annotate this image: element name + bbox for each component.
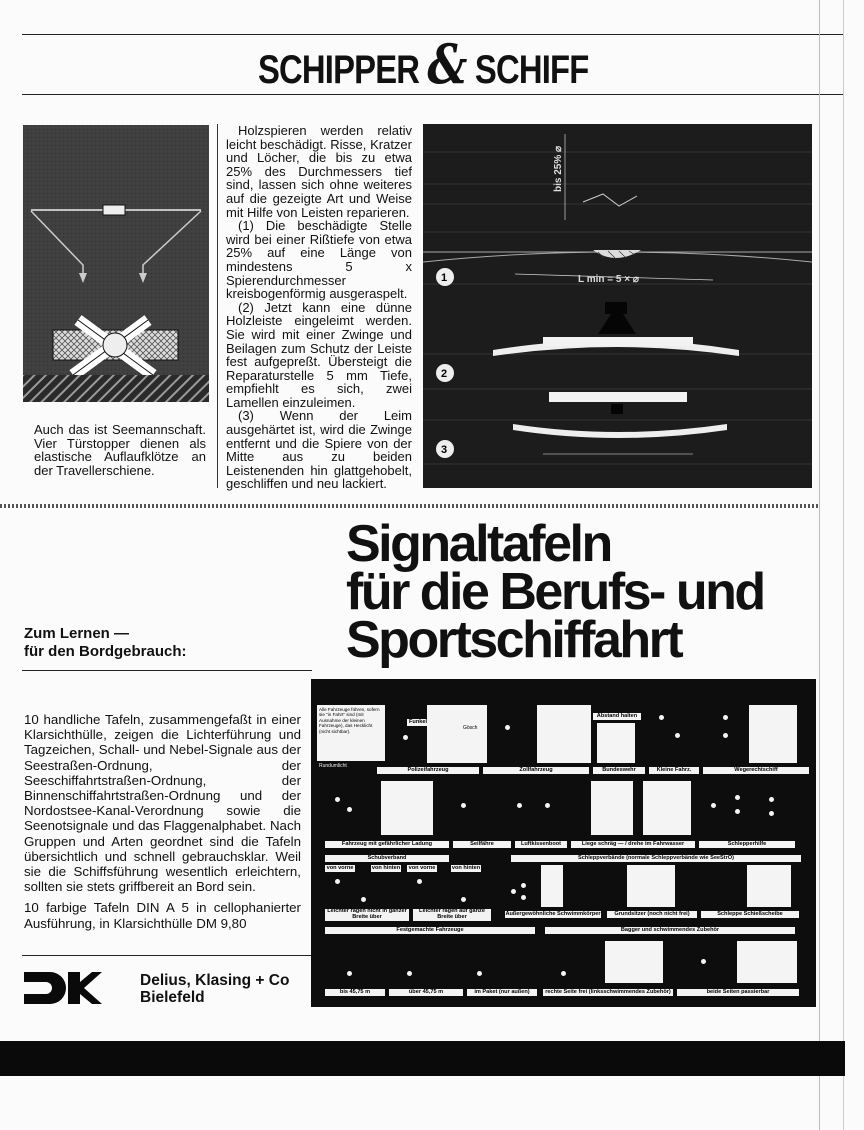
rundumlicht-text: Rundumlicht <box>319 763 347 769</box>
traveller-photo <box>23 125 209 402</box>
light-28 <box>561 971 566 976</box>
masthead <box>258 32 589 96</box>
bagger-header: Bagger und schwimmendes Zubehör <box>545 927 795 934</box>
dir-label-1: von vorne <box>326 865 354 871</box>
tile-target-tow <box>747 865 791 907</box>
row3-label-5: Schleppe Schießscheibe <box>701 911 799 918</box>
row2-label-1: Fahrzeug mit gefährlicher Ladung <box>325 841 449 848</box>
row2-label-4: Liege schräg — / drehe im Fahrwasser <box>571 841 695 848</box>
light-12 <box>607 807 612 812</box>
light-10 <box>517 803 522 808</box>
row3-label-3: Außergewöhnliche Schwimmkörper <box>505 911 601 917</box>
light-7 <box>335 797 340 802</box>
light-8 <box>347 807 352 812</box>
row4-label-5: beide Seiten passierbar <box>677 989 799 996</box>
light-13 <box>711 803 716 808</box>
length-label: L min = 5 × ⌀ <box>578 274 639 285</box>
ad-kicker <box>24 625 187 661</box>
tile-hovercraft <box>591 781 633 835</box>
repair-paragraph-2: (2) Jetzt kann eine dünne Holzleiste eingeleimt werden. Sie wird mit einer Zwinge und Beilagen zum Schutz der Leiste fest aufgepreßt. Übersteigt die Reparaturstelle 5 mm Tiefe, empfiehlt es sich, zwei Lamellen einzuleimen. <box>226 299 412 410</box>
schlepp-header: Schleppverbände (normale Schleppverbände wie SeeStrO) <box>511 855 801 862</box>
row2-label-5: Schlepperhilfe <box>699 841 795 848</box>
funkel-label: Funkel <box>408 719 428 725</box>
headline-line-1: Signaltafeln <box>346 515 611 573</box>
schub-header: Schubverband <box>325 855 449 862</box>
ad-description: 10 handliche Tafeln, zusammengefaßt in einer Klarsichthülle, zeigen die Lichterführung und Tagzeichen, Schall- und Nebel-Signale aus der Seestraßen-Ordnung, der Seeschiffahrtstraßen-Ordnung, der Binnenschiffahrtstraßen-Ordnung und der Nordostsee-Kanal-Verordnung sowie die Seenotsignale und das Flaggenalphabet. Nach Gruppen und Arten geordnet sind die Tafeln übersichtlich und schnell gebrauchsklar. Weil sie die Schiffsführung wesentlich erleichtern, sollten sie stets griffbereit an Bord sein. <box>24 712 301 895</box>
repair-diagram <box>423 124 812 488</box>
light-5 <box>723 715 728 720</box>
body-rule <box>22 955 312 956</box>
tile-navy-ship <box>597 723 635 763</box>
row4-label-2: über 45,75 m <box>389 989 463 996</box>
photo-caption: Auch das ist Seemannschaft. Vier Türstopper dienen als elastische Auflaufklötze an der Travellerschiene. <box>34 422 206 478</box>
tile-customs-ship <box>537 705 591 763</box>
row1-label-1: Polizeifahrzeug <box>377 767 479 774</box>
gosch-text: Gösch <box>463 725 478 731</box>
repair-text <box>226 124 412 491</box>
kicker-line-1: Zum Lernen — <box>24 625 130 642</box>
fest-header: Festgemachte Fahrzeuge <box>325 927 535 934</box>
tile-floating-object <box>541 865 563 907</box>
row4-label-4: rechte Seite frei (linksschwimmendes Zubehör) <box>543 989 673 996</box>
depth-label: bis 25% ⌀ <box>553 145 564 192</box>
tile-dredger-1 <box>605 941 663 983</box>
repair-paragraph-1: (1) Die beschädigte Stelle wird bei einer Rißtiefe von etwa 25% auf eine Länge von mindestens 5 x Spierendurchmesser kreisbogenförmig ausgeraspelt. <box>226 218 412 302</box>
row1-label-4: Kleine Fahrz. <box>649 767 699 774</box>
headline-line-3: Sportschiffahrt <box>346 611 682 669</box>
light-20 <box>417 879 422 884</box>
note-text: Alle Fahrzeuge führen, sofern sie "in Fahrt" sind (mit Ausnahme der kleinen Fahrzeuge), das Hecklicht (nicht sichtbar). <box>319 707 380 734</box>
row1-label-2: Zollfahrzeug <box>483 767 589 774</box>
light-3 <box>659 715 664 720</box>
step-2-label: 2 <box>441 368 448 380</box>
publisher-line-2: Bielefeld <box>140 989 205 1006</box>
tile-grounded <box>627 865 675 907</box>
light-9 <box>461 803 466 808</box>
light-29 <box>701 959 706 964</box>
publisher-logo <box>24 972 102 1004</box>
light-14 <box>735 795 740 800</box>
light-17 <box>769 811 774 816</box>
publisher-line-1: Delius, Klasing + Co <box>140 972 290 989</box>
masthead-right: SCHIFF <box>474 48 589 92</box>
ad-body <box>24 712 301 937</box>
headline-line-2: für die Berufs- und <box>346 563 764 621</box>
light-21 <box>461 897 466 902</box>
row3-label-1: Leichter ragen nicht in ganzer Breite über <box>325 909 409 921</box>
page-edge-line-2 <box>843 0 844 1130</box>
section-divider <box>0 504 820 508</box>
light-11 <box>545 803 550 808</box>
dir-label-2: von hinten <box>371 865 401 871</box>
tile-dredger-2 <box>737 941 797 983</box>
light-26 <box>407 971 412 976</box>
row3-label-4: Grundsitzer (noch nicht frei) <box>607 911 697 918</box>
tile-right-of-way-ship <box>749 705 797 763</box>
kicker-rule <box>22 670 312 671</box>
column-divider-1 <box>217 124 218 488</box>
tile-police-ship <box>427 705 487 763</box>
signal-tables-panel <box>311 679 816 1007</box>
row2-label-2: Seilfähre <box>453 841 511 848</box>
light-27 <box>477 971 482 976</box>
row3-label-2: Leichter ragen auf ganze Breite über <box>413 909 491 921</box>
repair-paragraph-3: (3) Wenn der Leim ausgehärtet ist, wird die Zwinge entfernt und die Spiere von der Mitte aus zu beiden Leistenenden hin glattgehobelt, geschliffen und neu lackiert. <box>226 408 412 492</box>
light-19 <box>361 897 366 902</box>
light-22 <box>511 889 516 894</box>
dir-label-4: von hinten <box>451 865 481 871</box>
step-3-label: 3 <box>441 444 448 456</box>
light-6 <box>723 733 728 738</box>
bottom-black-bar <box>0 1041 845 1076</box>
light-23 <box>521 883 526 888</box>
light-25 <box>347 971 352 976</box>
row4-label-1: bis 45,75 m <box>325 989 385 996</box>
kicker-line-2: für den Bordgebrauch: <box>24 643 187 660</box>
row4-label-3: im Paket (nur außen) <box>467 989 537 996</box>
light-24 <box>521 895 526 900</box>
repair-paragraph-intro: Holzspieren werden relativ leicht beschädigt. Risse, Kratzer und Löcher, die bis zu etwa 25% des Durchmessers tief sind, lassen sich ohne weiteres auf die gezeigte Art und Weise mit Hilfe von Leisten reparieren. <box>226 123 412 220</box>
light-16 <box>769 797 774 802</box>
tile-dangerous-cargo <box>381 781 433 835</box>
abstand-label: Abstand halten <box>593 713 641 720</box>
row1-label-5: Wegerechtschiff <box>703 767 809 774</box>
light-18 <box>335 879 340 884</box>
publisher-name <box>140 972 289 1006</box>
step-1-label: 1 <box>441 272 448 284</box>
dir-label-3: von vorne <box>408 865 436 871</box>
row2-label-3: Luftkissenboot <box>515 841 567 848</box>
light-1 <box>403 735 408 740</box>
row1-label-3: Bundeswehr <box>593 767 645 774</box>
masthead-left: SCHIPPER <box>258 48 420 92</box>
tile-tug-assist <box>643 781 691 835</box>
masthead-ampersand: & <box>427 32 467 96</box>
light-2 <box>505 725 510 730</box>
light-15 <box>735 809 740 814</box>
page-edge-line <box>819 0 820 1130</box>
light-4 <box>675 733 680 738</box>
ad-price: 10 farbige Tafeln DIN A 5 in cellophanierter Ausführung, in Klarsichthülle DM 9,80 <box>24 900 301 931</box>
ad-headline <box>346 515 764 669</box>
